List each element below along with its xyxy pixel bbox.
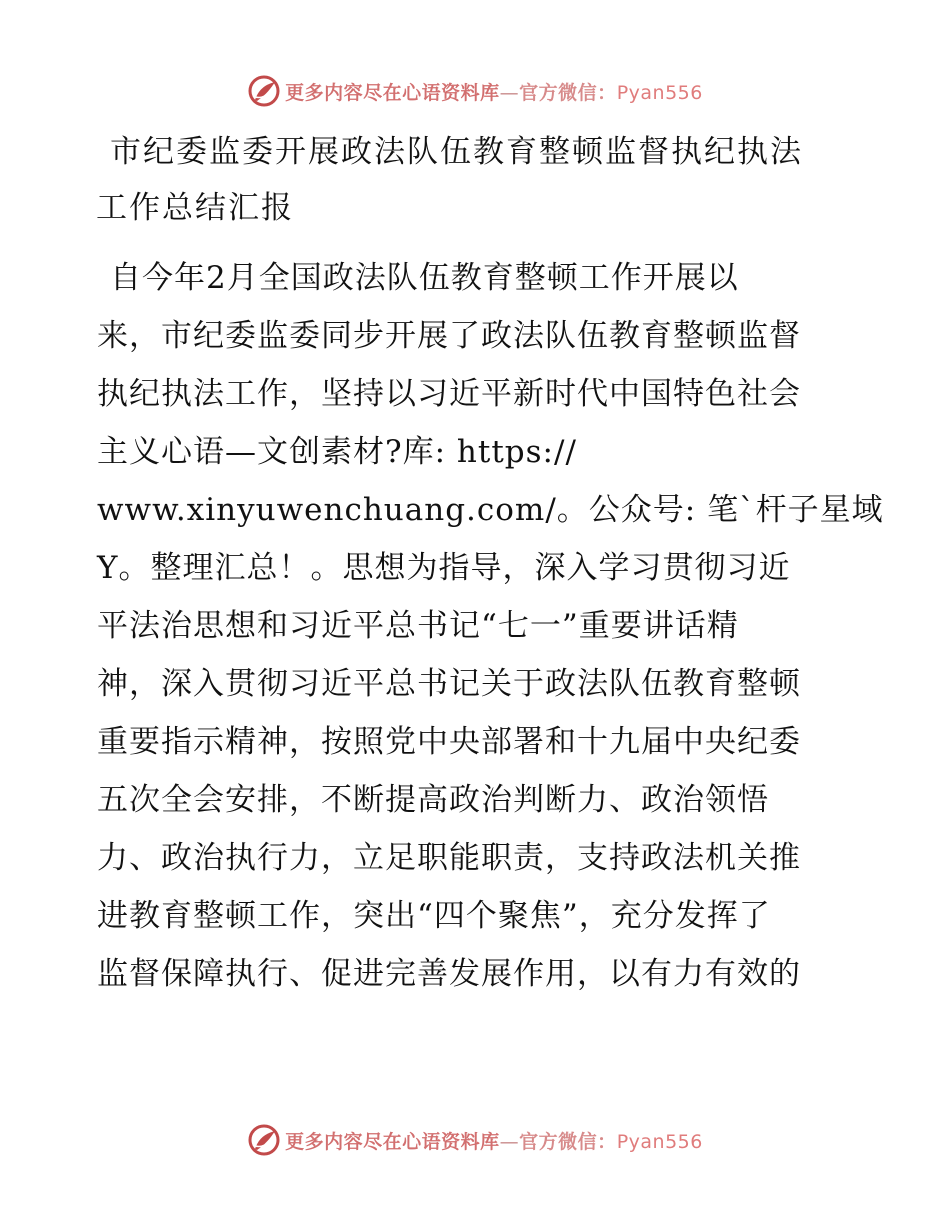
watermark-site-text: 更多内容尽在心语资料库 xyxy=(285,81,500,104)
document-title-line-2: 工作总结汇报 xyxy=(96,190,294,226)
pen-nib-swirl-icon xyxy=(247,1123,281,1157)
body-line: www.xinyuwenchuang.com/。公众号: 笔`杆子星域 xyxy=(97,492,884,528)
body-line: 主义心语—文创素材?库: https:// xyxy=(97,434,577,470)
body-line: 自今年2月全国政法队伍教育整顿工作开展以 xyxy=(110,260,739,296)
watermark-separator: — xyxy=(499,81,520,104)
watermark-wechat-label: 官方微信： xyxy=(519,1130,617,1153)
body-line: 进教育整顿工作，突出“四个聚焦”，充分发挥了 xyxy=(97,898,771,934)
document-title-line-1: 市纪委监委开展政法队伍教育整顿监督执纪执法 xyxy=(110,134,803,170)
body-line: 来，市纪委监委同步开展了政法队伍教育整顿监督 xyxy=(97,318,801,354)
watermark-text xyxy=(285,1127,703,1154)
watermark-wechat-label: 官方微信： xyxy=(519,81,617,104)
watermark-wechat-id: Pyan556 xyxy=(616,81,703,104)
watermark-text xyxy=(285,78,703,105)
body-line: 平法治思想和习近平总书记“七一”重要讲话精 xyxy=(97,608,739,644)
body-line: 重要指示精神，按照党中央部署和十九届中央纪委 xyxy=(97,724,801,760)
body-line: 监督保障执行、促进完善发展作用，以有力有效的 xyxy=(97,956,801,992)
watermark-site-text: 更多内容尽在心语资料库 xyxy=(285,1130,500,1153)
body-line: 力、政治执行力，立足职能职责，支持政法机关推 xyxy=(97,840,801,876)
body-line: 神，深入贯彻习近平总书记关于政法队伍教育整顿 xyxy=(97,666,801,702)
watermark-wechat-id: Pyan556 xyxy=(616,1130,703,1153)
pen-nib-swirl-icon xyxy=(247,74,281,108)
body-line: Y。整理汇总！。思想为指导，深入学习贯彻习近 xyxy=(97,550,791,586)
header-watermark xyxy=(0,71,950,111)
body-line: 执纪执法工作，坚持以习近平新时代中国特色社会 xyxy=(97,376,801,412)
watermark-separator: — xyxy=(499,1130,520,1153)
footer-watermark xyxy=(0,1120,950,1160)
body-line: 五次全会安排，不断提高政治判断力、政治领悟 xyxy=(97,782,769,818)
